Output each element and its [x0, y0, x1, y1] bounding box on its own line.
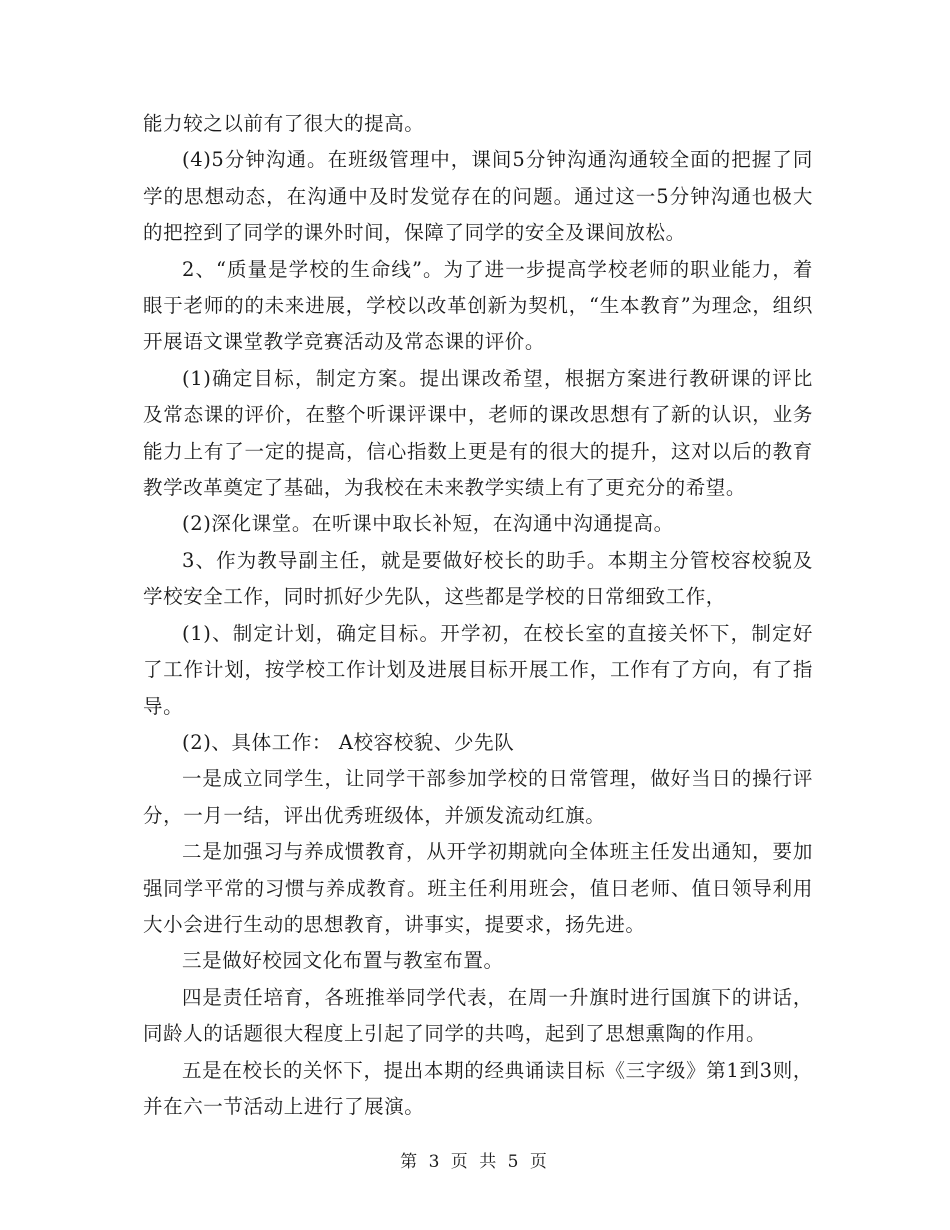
paragraph-item-four: 四是责任培育，各班推举同学代表，在周一升旗时进行国旗下的讲话，同龄人的话题很大程度上引起了同学的共鸣，起到了思想熏陶的作用。 — [143, 985, 813, 1046]
paragraph-make-plan: (1)、制定计划，确定目标。开学初，在校长室的直接关怀下，制定好了工作计划，按学校工作计划及进展目标开展工作，工作有了方向，有了指导。 — [143, 621, 813, 718]
paragraph-item-three: 三是做好校园文化布置与教室布置。 — [182, 949, 504, 973]
paragraph-specific-work: (2)、具体工作： A校容校貌、少先队 — [182, 730, 515, 754]
paragraph-set-goals: (1)确定目标，制定方案。提出课改希望，根据方案进行教研课的评比及常态课的评价，在整个听课评课中，老师的课改思想有了新的认识，业务能力上有了一定的提高，信心指数上更是有的很大的提升，这对以后的教育教学改革奠定了基础，为我校在未来教学实绩上有了更充分的希望。 — [143, 366, 813, 500]
document-body — [143, 106, 813, 1125]
paragraph-quality-lifeline: 2、“质量是学校的生命线”。为了进一步提高学校老师的职业能力，着眼于老师的的未来进展，学校以改革创新为契机，“生本教育”为理念，组织开展语文课堂教学竞赛活动及常态课的评价。 — [143, 257, 813, 354]
paragraph-item-one: 一是成立同学生，让同学干部参加学校的日常管理，做好当日的操行评分，一月一结，评出优秀班级体，并颁发流动红旗。 — [143, 767, 813, 827]
paragraph-item-five: 五是在校长的关怀下，提出本期的经典诵读目标《三字级》第1到3则，并在六一节活动上进行了展演。 — [143, 1058, 813, 1118]
paragraph-continuation: 能力较之以前有了很大的提高。 — [143, 112, 425, 135]
paragraph-5min-communication: (4)5分钟沟通。在班级管理中，课间5分钟沟通沟通较全面的把握了同学的思想动态，在沟通中及时发觉存在的问题。通过这一5分钟沟通也极大的把控到了同学的课外时间，保障了同学的安全及课间放松。 — [143, 148, 813, 245]
paragraph-deputy-director: 3、作为教导副主任，就是要做好校长的助手。本期主分管校容校貌及学校安全工作，同时抓好少先队，这些都是学校的日常细致工作， — [143, 548, 813, 609]
page-number-footer: 第 3 页 共 5 页 — [400, 1152, 550, 1172]
paragraph-item-two: 二是加强习与养成惯教育，从开学初期就向全体班主任发出通知，要加强同学平常的习惯与养成教育。班主任利用班会，值日老师、值日领导利用大小会进行生动的思想教育，讲事实，提要求，扬先进。 — [143, 840, 813, 936]
paragraph-deepen-classroom: (2)深化课堂。在听课中取长补短，在沟通中沟通提高。 — [182, 512, 674, 536]
